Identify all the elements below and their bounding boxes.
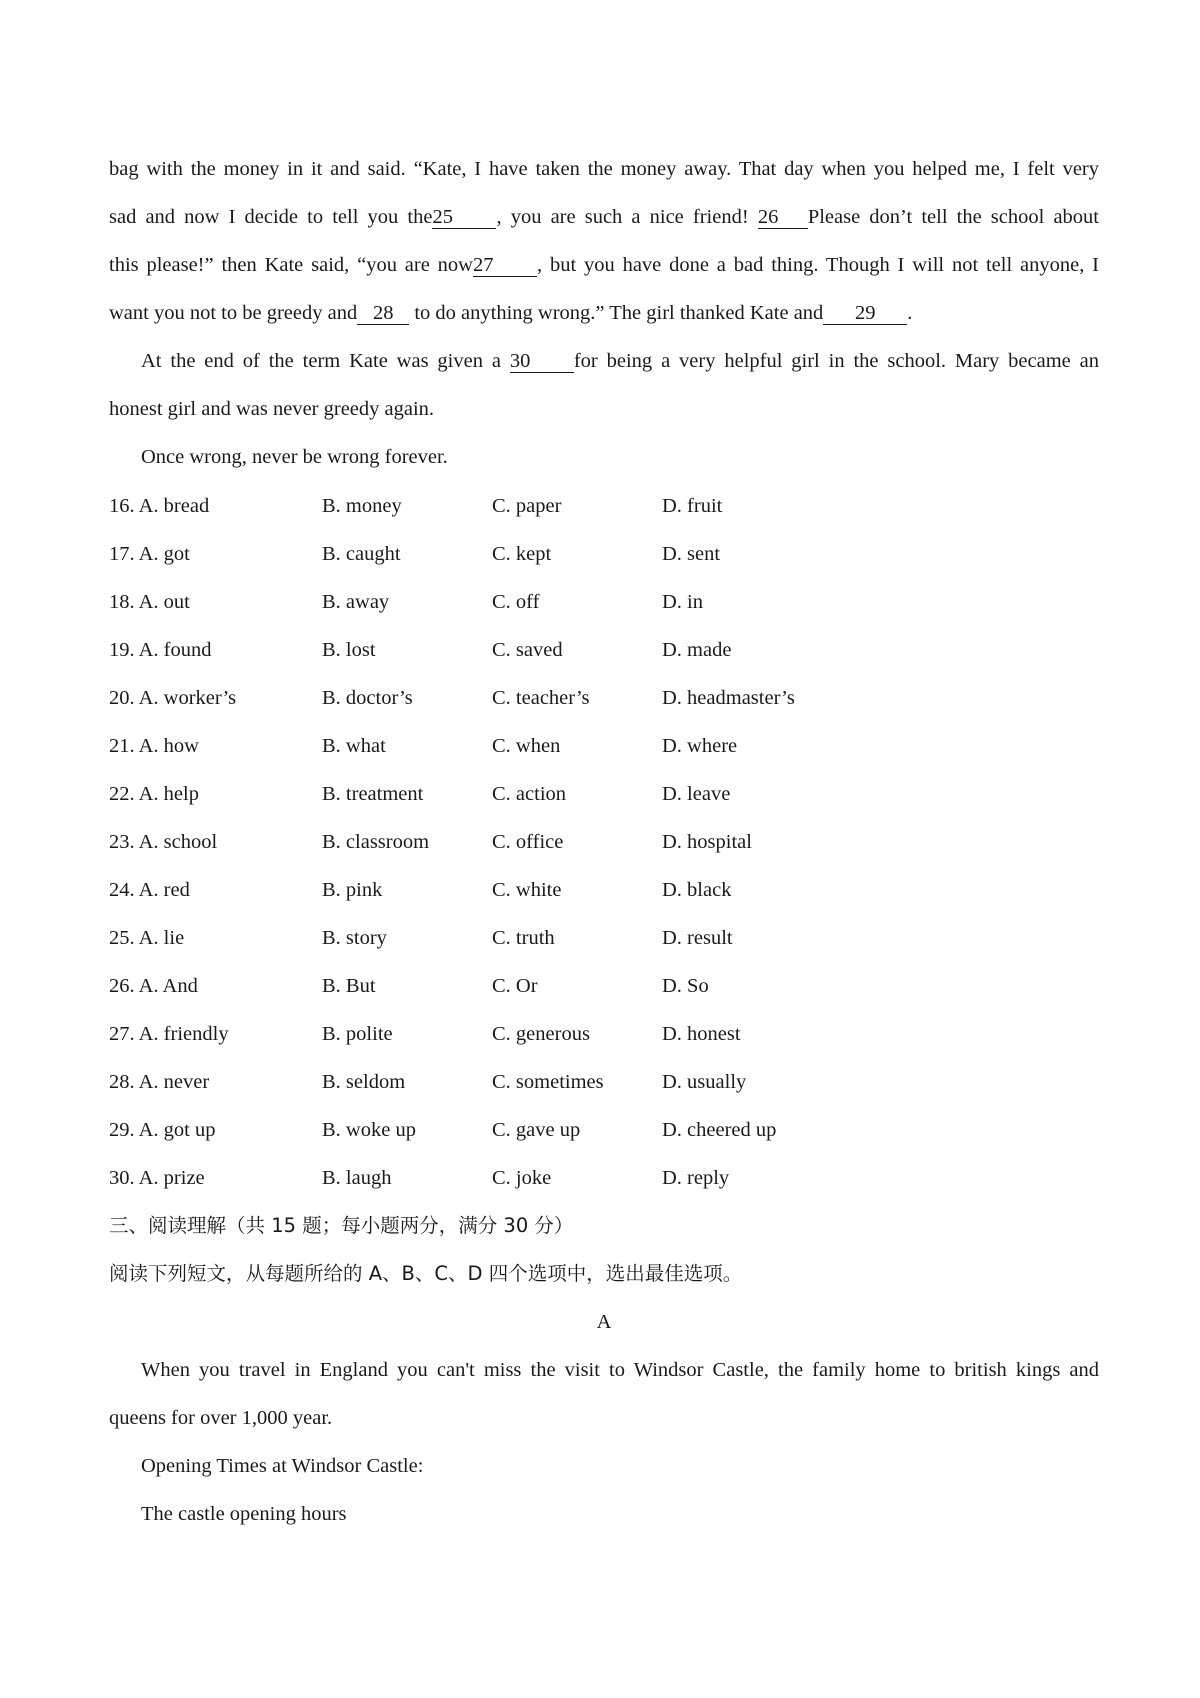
option-d: D. headmaster’s — [662, 687, 795, 709]
question-19 — [109, 635, 1099, 665]
option-d: D. sent — [662, 543, 721, 565]
option-a: 23. A. school — [109, 831, 218, 853]
passage-line-5: At the end of the term Kate was given a 30 for being a very helpful girl in the school. Mary became an — [141, 350, 1100, 372]
blank-29: 29 — [823, 302, 907, 325]
blank-26: 26 — [758, 206, 808, 229]
option-a: 18. A. out — [109, 591, 190, 613]
option-d: D. usually — [662, 1071, 747, 1093]
question-18 — [109, 587, 1099, 617]
option-a: 26. A. And — [109, 975, 198, 997]
option-c: C. generous — [492, 1023, 590, 1045]
option-c: C. office — [492, 831, 564, 853]
option-b: B. away — [322, 591, 390, 613]
option-d: D. black — [662, 879, 732, 901]
option-a: 17. A. got — [109, 543, 190, 565]
option-b: B. polite — [322, 1023, 393, 1045]
opening-times-heading: Opening Times at Windsor Castle: — [141, 1455, 424, 1477]
option-a: 22. A. help — [109, 783, 199, 805]
option-a: 19. A. found — [109, 639, 212, 661]
option-a: 24. A. red — [109, 879, 190, 901]
option-c: C. white — [492, 879, 562, 901]
option-c: C. when — [492, 735, 561, 757]
option-a: 21. A. how — [109, 735, 199, 757]
section-heading: 三、阅读理解（共 15 题；每小题两分，满分 30 分） — [109, 1214, 574, 1237]
passage-line-6: honest girl and was never greedy again. — [109, 398, 435, 420]
question-20 — [109, 683, 1099, 713]
option-b: B. lost — [322, 639, 376, 661]
question-27 — [109, 1019, 1099, 1049]
reading-line-2: queens for over 1,000 year. — [109, 1407, 333, 1429]
option-c: C. joke — [492, 1167, 552, 1189]
option-d: D. fruit — [662, 495, 723, 517]
option-a: 27. A. friendly — [109, 1023, 229, 1045]
option-d: D. cheered up — [662, 1119, 777, 1141]
question-30 — [109, 1163, 1099, 1193]
question-16 — [109, 491, 1099, 521]
option-b: B. treatment — [322, 783, 424, 805]
option-b: B. caught — [322, 543, 401, 565]
passage-line-4: want you not to be greedy and 28 to do anything wrong.” The girl thanked Kate and 29 . — [109, 302, 913, 324]
option-a: 28. A. never — [109, 1071, 210, 1093]
section-instruction: 阅读下列短文，从每题所给的 A、B、C、D 四个选项中，选出最佳选项。 — [109, 1262, 743, 1285]
blank-25: 25 — [432, 206, 496, 229]
option-c: C. action — [492, 783, 567, 805]
option-d: D. hospital — [662, 831, 752, 853]
option-c: C. off — [492, 591, 540, 613]
option-c: C. sometimes — [492, 1071, 604, 1093]
reading-line-1: When you travel in England you can't miss the visit to Windsor Castle, the family home to british kings and — [141, 1359, 1099, 1381]
option-a: 20. A. worker’s — [109, 687, 237, 709]
option-b: B. pink — [322, 879, 383, 901]
option-b: B. seldom — [322, 1071, 406, 1093]
opening-hours-label: The castle opening hours — [141, 1503, 347, 1525]
option-c: C. paper — [492, 495, 562, 517]
option-d: D. reply — [662, 1167, 730, 1189]
option-b: B. woke up — [322, 1119, 416, 1141]
option-c: C. truth — [492, 927, 555, 949]
option-d: D. where — [662, 735, 738, 757]
option-c: C. kept — [492, 543, 552, 565]
blank-28: 28 — [357, 302, 409, 325]
option-b: B. But — [322, 975, 376, 997]
question-24 — [109, 875, 1099, 905]
passage-label: A — [596, 1311, 612, 1333]
passage-line-1: bag with the money in it and said. “Kate, I have taken the money away. That day when you helped me, I felt very — [109, 158, 1099, 180]
option-b: B. classroom — [322, 831, 430, 853]
question-29 — [109, 1115, 1099, 1145]
option-d: D. honest — [662, 1023, 741, 1045]
option-b: B. doctor’s — [322, 687, 413, 709]
option-b: B. laugh — [322, 1167, 392, 1189]
blank-27: 27 — [473, 254, 537, 277]
passage-line-3: this please!” then Kate said, “you are now27 , but you have done a bad thing. Though I will not tell anyone, I — [109, 254, 1099, 276]
option-d: D. made — [662, 639, 732, 661]
option-d: D. So — [662, 975, 709, 997]
passage-moral: Once wrong, never be wrong forever. — [141, 446, 448, 468]
option-d: D. result — [662, 927, 733, 949]
question-23 — [109, 827, 1099, 857]
option-a: 25. A. lie — [109, 927, 185, 949]
option-c: C. saved — [492, 639, 563, 661]
option-d: D. leave — [662, 783, 731, 805]
option-a: 30. A. prize — [109, 1167, 205, 1189]
option-c: C. teacher’s — [492, 687, 590, 709]
option-c: C. gave up — [492, 1119, 581, 1141]
question-17 — [109, 539, 1099, 569]
question-25 — [109, 923, 1099, 953]
question-26 — [109, 971, 1099, 1001]
option-a: 29. A. got up — [109, 1119, 216, 1141]
option-b: B. what — [322, 735, 386, 757]
passage-line-2: sad and now I decide to tell you the25 , you are such a nice friend! 26 Please don’t tell the school about — [109, 206, 1099, 228]
option-a: 16. A. bread — [109, 495, 210, 517]
blank-30: 30 — [510, 350, 574, 373]
option-b: B. story — [322, 927, 387, 949]
question-22 — [109, 779, 1099, 809]
option-d: D. in — [662, 591, 703, 613]
option-b: B. money — [322, 495, 402, 517]
option-c: C. Or — [492, 975, 538, 997]
question-21 — [109, 731, 1099, 761]
question-28 — [109, 1067, 1099, 1097]
